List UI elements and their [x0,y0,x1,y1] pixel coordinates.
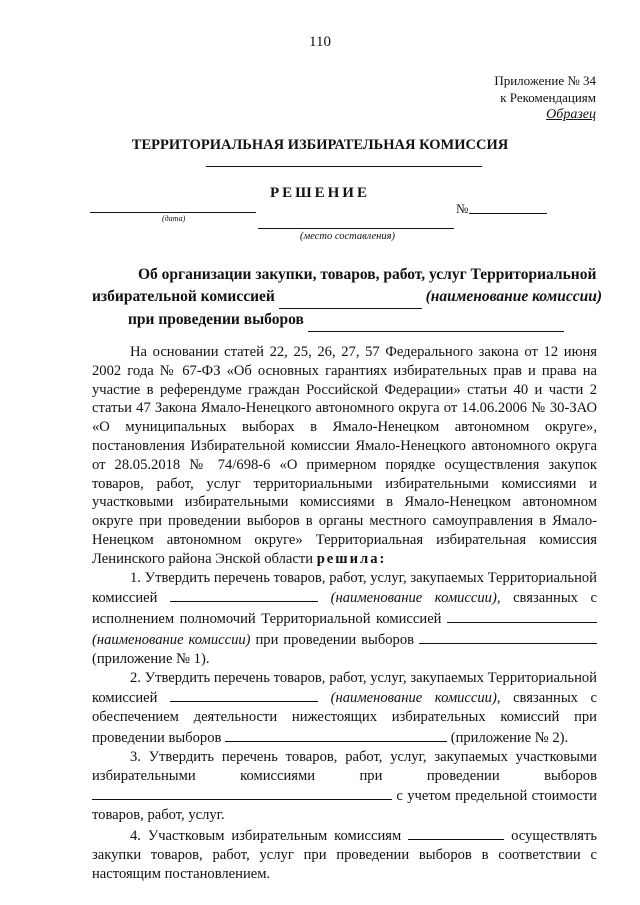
page-number: 110 [309,34,331,50]
item-3-blank [92,785,392,800]
item-4-text-b: осуществлять закупки товаров, работ, услуг при проведении выборов в соответствии с настоящим постановлением. [92,827,597,882]
decision-body [92,343,597,883]
item-1-blank-1 [170,587,318,602]
title-commission-blank [279,286,422,309]
number-line [469,213,547,214]
item-3-text-a: 3. Утвердить перечень товаров, работ, услуг, закупаемых участковыми избирательными комиссиями при проведении выборов [92,748,597,784]
annex-line-2: к Рекомендациям [500,90,596,105]
decision-title [92,264,602,332]
title-commission-hint: (наименование комиссии) [425,288,602,305]
item-3 [92,748,597,825]
item-1-hint-2: (наименование комиссии) [92,631,251,648]
date-line [90,212,256,213]
item-2-blank-1 [170,687,318,702]
item-2-text-c: , связанных с обеспечением деятельности нижестоящих избирательных комиссий при проведении выборов [92,690,597,746]
item-1-text-c: , связанных с исполнением полномочий Территориальной комиссией [92,590,597,628]
title-line-2 [92,286,602,309]
title-line-1: Об организации закупки, товаров, работ, услуг Территориальной [138,266,597,283]
annex-block [494,72,596,123]
item-4-text-a: 4. Участковым избирательным комиссиям [130,827,402,844]
item-1-blank-3 [419,629,597,644]
item-1 [92,569,597,669]
item-2-hint: (наименование комиссии) [330,690,497,707]
item-1-text-f: (приложение № 1). [92,650,210,667]
annex-line-1: Приложение № 34 [494,73,596,88]
item-1-text-e: при проведении выборов [255,631,415,648]
sample-label: Образец [546,107,596,122]
title-line-3 [92,309,602,332]
place-caption: (место составления) [300,231,396,242]
title-line-3-text: при проведении выборов [128,311,304,328]
date-caption: (дата) [162,214,186,223]
item-1-blank-2 [447,608,597,623]
title-line-2-text: избирательной комиссией [92,288,275,305]
decision-heading: РЕШЕНИЕ [270,185,370,201]
preamble-text: На основании статей 22, 25, 26, 27, 57 Федерального закона от 12 июня 2002 года № 67-ФЗ «Об основных гарантиях избирательных прав и права на участие в референдуме граждан Российской Федерации» статьи 40 и части 2 статьи 47 Закона Ямало-Ненецкого автономного округа от 14.06.2006 № 30-ЗАО «О муниципальных выборах в Ямало-Ненецком автономном округе», постановления Избирательной комиссии Ямало-Ненецкого автономного округа от 28.05.2018 № 74/698-6 «О примерном порядке осуществления закупок товаров, работ, услуг территориальными избирательными комиссиями и участковыми избирательными комиссиями в Ямало-Ненецком автономном округе при проведении выборов в органы местного самоуправления в Ямало-Ненецком автономном округе» Территориальная избирательная комиссия Ленинского района Энской области [92,344,597,567]
place-line [258,228,454,229]
item-4-blank [408,825,504,840]
item-4 [92,825,597,883]
item-2-text-a: 2. Утвердить перечень товаров, работ, услуг, закупаемых Территориальной комиссией [92,669,597,707]
number-sign: № [456,201,469,216]
preamble-paragraph [92,343,597,569]
commission-heading: ТЕРРИТОРИАЛЬНАЯ ИЗБИРАТЕЛЬНАЯ КОМИССИЯ [131,137,509,153]
item-2-blank-2 [225,727,447,742]
resolved-word: решила: [316,550,387,567]
commission-name-line [206,166,482,167]
item-1-hint-1: (наименование комиссии) [330,590,497,607]
item-3-text-b: с учетом предельной стоимости товаров, работ, услуг. [92,788,597,824]
item-1-text-a: 1. Утвердить перечень товаров, работ, услуг, закупаемых Территориальной комиссией [92,569,597,607]
item-2 [92,669,597,748]
item-2-text-d: (приложение № 2). [450,729,569,746]
title-elections-blank [308,309,564,332]
